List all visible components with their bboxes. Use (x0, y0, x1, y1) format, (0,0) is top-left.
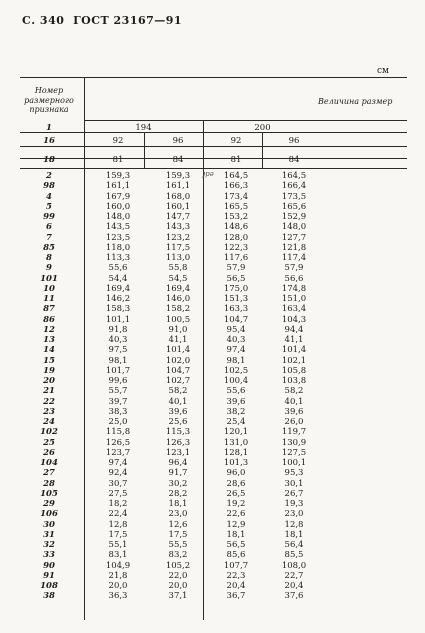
table-cell: 18,1 (226, 529, 246, 540)
table-row (0, 243, 425, 253)
table-cell: 164,5 (223, 171, 249, 181)
sub-84-b: 84 (288, 155, 300, 165)
table-cell: 165,6 (281, 201, 307, 212)
table-cell: 173,4 (223, 191, 249, 202)
table-cell: 108,0 (281, 560, 307, 571)
table-row (0, 345, 425, 355)
table-cell: 83,1 (108, 550, 128, 561)
table-cell: 100,1 (281, 458, 307, 468)
table-row (0, 386, 425, 396)
table-cell: 99,6 (108, 376, 128, 386)
row-key: 20 (43, 376, 55, 386)
table-cell: 146,2 (105, 294, 131, 304)
table-cell: 98,1 (226, 355, 246, 366)
row-key: 14 (43, 345, 55, 356)
table-cell: 41,1 (284, 335, 304, 345)
table-row (0, 192, 425, 202)
table-cell: 102,7 (165, 376, 191, 386)
table-cell: 100,5 (165, 314, 191, 325)
table-cell: 95,4 (226, 324, 246, 335)
table-row (0, 468, 425, 478)
table-row (0, 417, 425, 427)
table-cell: 91,8 (108, 324, 128, 335)
row-key: 108 (40, 581, 58, 591)
table-cell: 159,3 (165, 171, 191, 181)
table-cell: 18,1 (284, 529, 304, 540)
row-key: 90 (43, 560, 55, 571)
row-key: 24 (43, 417, 55, 427)
table-row (0, 550, 425, 560)
row-key: 28 (43, 478, 55, 489)
table-cell: 38,3 (108, 406, 128, 417)
table-cell: 22,3 (226, 570, 246, 581)
table-row (0, 376, 425, 386)
table-cell: 23,0 (168, 509, 188, 520)
group-rule (20, 146, 407, 147)
table-cell: 26,7 (284, 488, 304, 499)
table-cell: 101,1 (105, 314, 131, 325)
table-row (0, 520, 425, 530)
table-cell: 96,4 (168, 458, 188, 468)
table-row (0, 499, 425, 509)
table-cell: 38,2 (226, 406, 246, 417)
table-row (0, 263, 425, 273)
table-row (0, 530, 425, 540)
table-cell: 12,9 (226, 519, 246, 530)
table-cell: 21,8 (108, 570, 128, 581)
table-cell: 167,9 (105, 191, 131, 202)
handwritten-mark: ɟpǝ (203, 170, 214, 178)
row-key: 8 (46, 253, 52, 263)
table-row (0, 407, 425, 417)
table-cell: 18,1 (168, 499, 188, 509)
table-cell: 123,7 (105, 447, 131, 458)
row-key: 19 (43, 365, 55, 376)
sub-81-a: 81 (112, 155, 124, 165)
table-cell: 40,3 (226, 335, 246, 345)
table-cell: 26,0 (284, 417, 304, 427)
row-key: 38 (43, 591, 55, 602)
table-cell: 128,0 (223, 232, 249, 243)
table-cell: 19,3 (284, 499, 304, 509)
table-cell: 128,1 (223, 447, 249, 458)
row-key: 12 (43, 324, 55, 335)
table-cell: 97,4 (108, 458, 128, 468)
row-key: 6 (46, 222, 52, 233)
row-key: 101 (40, 273, 58, 284)
table-cell: 39,6 (226, 396, 246, 407)
table-cell: 97,5 (108, 345, 128, 356)
row-key: 91 (43, 570, 55, 581)
table-row (0, 397, 425, 407)
table-cell: 98,1 (108, 355, 128, 366)
group-200: 200 (254, 123, 271, 133)
table-cell: 123,2 (165, 232, 191, 243)
row-key: 99 (43, 212, 55, 222)
table-cell: 55,7 (108, 386, 128, 397)
table-cell: 39,6 (284, 406, 304, 417)
table-cell: 161,1 (165, 181, 191, 192)
table-cell: 118,0 (105, 242, 131, 253)
table-row (0, 325, 425, 335)
table-cell: 20,4 (284, 581, 304, 591)
table-cell: 58,2 (284, 386, 304, 397)
table-cell: 20,4 (226, 581, 246, 591)
table-cell: 97,4 (226, 345, 246, 356)
table-cell: 17,5 (108, 529, 128, 540)
table-cell: 92,4 (108, 468, 128, 479)
table-cell: 58,2 (168, 386, 188, 397)
table-row (0, 448, 425, 458)
row-key: 104 (40, 458, 58, 468)
table-cell: 54,5 (168, 273, 188, 284)
table-cell: 104,7 (165, 365, 191, 376)
table-cell: 113,0 (165, 253, 191, 263)
key-18: 18 (43, 155, 55, 165)
table-cell: 166,3 (223, 181, 249, 192)
sub-96-a: 96 (172, 136, 184, 146)
table-cell: 122,3 (223, 242, 249, 253)
table-cell: 101,3 (223, 458, 249, 468)
unit-label: см (377, 66, 390, 76)
column-header: Величина размер (318, 97, 393, 106)
table-row (0, 458, 425, 468)
table-cell: 25,6 (168, 417, 188, 427)
table-cell: 148,0 (281, 222, 307, 233)
table-cell: 20,0 (168, 581, 188, 591)
table-row (0, 171, 425, 181)
table-cell: 104,7 (223, 314, 249, 325)
table-cell: 158,3 (105, 304, 131, 315)
table-cell: 126,3 (165, 437, 191, 448)
table-row (0, 479, 425, 489)
table-body-rule (20, 168, 407, 169)
table-cell: 100,4 (223, 376, 249, 386)
row-key: 30 (43, 519, 55, 530)
table-cell: 37,6 (284, 591, 304, 602)
table-cell: 96,0 (226, 468, 246, 479)
row-key: 32 (43, 540, 55, 550)
table-row (0, 304, 425, 314)
table-cell: 25,4 (226, 417, 246, 427)
table-cell: 22,0 (168, 570, 188, 581)
table-cell: 148,6 (223, 222, 249, 233)
table-cell: 102,1 (281, 355, 307, 366)
table-cell: 55,1 (108, 540, 128, 550)
table-cell: 166,4 (281, 181, 307, 192)
table-cell: 85,6 (226, 550, 246, 561)
row-key: 27 (43, 468, 55, 479)
table-cell: 102,0 (165, 355, 191, 366)
page-number: С. 340 (22, 14, 65, 27)
table-row (0, 427, 425, 437)
row-key: 106 (40, 509, 58, 520)
table-cell: 40,3 (108, 335, 128, 345)
table-cell: 115,3 (165, 427, 191, 438)
table-cell: 164,5 (281, 171, 307, 181)
table-cell: 56,5 (226, 540, 246, 550)
table-cell: 56,4 (284, 540, 304, 550)
row-key: 9 (46, 263, 52, 274)
table-cell: 104,9 (105, 560, 131, 571)
table-cell: 151,3 (223, 294, 249, 304)
row-key: 13 (43, 335, 55, 345)
value-group-rule (84, 120, 407, 121)
table-row (0, 222, 425, 232)
row-key: 86 (43, 314, 55, 325)
table-cell: 27,5 (108, 488, 128, 499)
row-key: 7 (46, 232, 52, 243)
row-key: 29 (43, 499, 55, 509)
table-cell: 168,0 (165, 191, 191, 202)
table-cell: 148,0 (105, 212, 131, 222)
table-cell: 39,7 (108, 396, 128, 407)
table-cell: 174,8 (281, 283, 307, 294)
table-cell: 143,5 (105, 222, 131, 233)
table-cell: 103,8 (281, 376, 307, 386)
table-cell: 55,6 (226, 386, 246, 397)
table-cell: 30,2 (168, 478, 188, 489)
table-cell: 102,5 (223, 365, 249, 376)
table-cell: 20,0 (108, 581, 128, 591)
table-cell: 158,2 (165, 304, 191, 315)
table-cell: 161,1 (105, 181, 131, 192)
table-row (0, 212, 425, 222)
table-row (0, 561, 425, 571)
table-cell: 95,3 (284, 468, 304, 479)
row-key: 21 (43, 386, 55, 397)
table-cell: 36,3 (108, 591, 128, 602)
table-cell: 30,7 (108, 478, 128, 489)
table-cell: 26,5 (226, 488, 246, 499)
table-cell: 19,2 (226, 499, 246, 509)
gost-number: ГОСТ 23167—91 (73, 14, 183, 27)
row-key: 98 (43, 181, 55, 192)
table-cell: 107,7 (223, 560, 249, 571)
table-row (0, 571, 425, 581)
row-key: 85 (43, 242, 55, 253)
table-cell: 37,1 (168, 591, 188, 602)
table-cell: 104,3 (281, 314, 307, 325)
table-cell: 175,0 (223, 283, 249, 294)
table-cell: 143,3 (165, 222, 191, 233)
table-cell: 30,1 (284, 478, 304, 489)
table-cell: 101,4 (165, 345, 191, 356)
table-row (0, 315, 425, 325)
table-row (0, 294, 425, 304)
table-cell: 91,0 (168, 324, 188, 335)
table-cell: 40,1 (284, 396, 304, 407)
table-row (0, 335, 425, 345)
table-cell: 169,4 (105, 283, 131, 294)
table-cell: 127,7 (281, 232, 307, 243)
table-cell: 55,5 (168, 540, 188, 550)
key-16: 16 (43, 136, 55, 146)
sub-92-a: 92 (112, 136, 124, 146)
table-cell: 22,4 (108, 509, 128, 520)
table-row (0, 181, 425, 191)
sub-84-a: 84 (172, 155, 184, 165)
table-cell: 113,3 (105, 253, 131, 263)
row-header: Номер размерного признака (24, 86, 74, 114)
table-cell: 119,7 (281, 427, 307, 438)
table-cell: 115,8 (105, 427, 131, 438)
table-cell: 56,5 (226, 273, 246, 284)
table-row (0, 253, 425, 263)
table-cell: 131,0 (223, 437, 249, 448)
group-194: 194 (135, 123, 152, 133)
table-row (0, 581, 425, 591)
table-cell: 159,3 (105, 171, 131, 181)
table-row (0, 438, 425, 448)
table-cell: 28,6 (226, 478, 246, 489)
table-cell: 169,4 (165, 283, 191, 294)
table-cell: 83,2 (168, 550, 188, 561)
table-cell: 123,1 (165, 447, 191, 458)
table-cell: 39,6 (168, 406, 188, 417)
table-cell: 12,6 (168, 519, 188, 530)
table-cell: 91,7 (168, 468, 188, 479)
table-top-rule (20, 77, 407, 78)
table-cell: 101,4 (281, 345, 307, 356)
table-cell: 55,8 (168, 263, 188, 274)
row-key: 4 (46, 191, 52, 202)
table-row (0, 591, 425, 601)
table-cell: 117,6 (223, 253, 249, 263)
table-row (0, 366, 425, 376)
table-cell: 117,5 (165, 242, 191, 253)
table-row (0, 489, 425, 499)
table-cell: 22,7 (284, 570, 304, 581)
row-key: 10 (43, 283, 55, 294)
table-cell: 57,9 (284, 263, 304, 274)
table-cell: 117,4 (281, 253, 307, 263)
table-cell: 121,8 (281, 242, 307, 253)
table-cell: 18,2 (108, 499, 128, 509)
table-cell: 123,5 (105, 232, 131, 243)
table-cell: 151,0 (281, 294, 307, 304)
table-cell: 23,0 (284, 509, 304, 520)
table-cell: 22,6 (226, 509, 246, 520)
sub-81-b: 81 (230, 155, 242, 165)
table-cell: 12,8 (108, 519, 128, 530)
table-cell: 17,5 (168, 529, 188, 540)
table-row (0, 509, 425, 519)
table-cell: 153,2 (223, 212, 249, 222)
table-cell: 130,9 (281, 437, 307, 448)
table-cell: 152,9 (281, 212, 307, 222)
table-cell: 56,6 (284, 273, 304, 284)
table-cell: 54,4 (108, 273, 128, 284)
key-1: 1 (46, 123, 52, 133)
table-cell: 160,0 (105, 201, 131, 212)
table-cell: 105,2 (165, 560, 191, 571)
table-cell: 127,5 (281, 447, 307, 458)
table-cell: 165,5 (223, 201, 249, 212)
row-key: 2 (46, 171, 52, 181)
row-key: 33 (43, 550, 55, 561)
row-key: 11 (43, 294, 55, 304)
table-row (0, 540, 425, 550)
table-cell: 173,5 (281, 191, 307, 202)
page-header (22, 14, 182, 27)
table-row (0, 233, 425, 243)
sub-92-b: 92 (230, 136, 242, 146)
table-cell: 163,3 (223, 304, 249, 315)
table-cell: 40,1 (168, 396, 188, 407)
table-row (0, 202, 425, 212)
table-cell: 105,8 (281, 365, 307, 376)
row-key: 26 (43, 447, 55, 458)
table-cell: 25,0 (108, 417, 128, 427)
sub-96-b: 96 (288, 136, 300, 146)
table-cell: 41,1 (168, 335, 188, 345)
row-key: 102 (40, 427, 58, 438)
row-key: 15 (43, 355, 55, 366)
table-cell: 12,8 (284, 519, 304, 530)
row-key: 31 (43, 529, 55, 540)
table-cell: 85,5 (284, 550, 304, 561)
table-cell: 55,6 (108, 263, 128, 274)
table-cell: 160,1 (165, 201, 191, 212)
table-cell: 120,1 (223, 427, 249, 438)
row-key: 5 (46, 201, 52, 212)
table-cell: 146,0 (165, 294, 191, 304)
table-cell: 36,7 (226, 591, 246, 602)
table-cell: 163,4 (281, 304, 307, 315)
table-cell: 94,4 (284, 324, 304, 335)
table-cell: 147,7 (165, 212, 191, 222)
row-key: 105 (40, 488, 58, 499)
table-row (0, 356, 425, 366)
table-cell: 57,9 (226, 263, 246, 274)
table-row (0, 284, 425, 294)
table-row (0, 274, 425, 284)
table-cell: 101,7 (105, 365, 131, 376)
table-cell: 28,2 (168, 488, 188, 499)
table-cell: 126,5 (105, 437, 131, 448)
row-key: 23 (43, 406, 55, 417)
row-key: 25 (43, 437, 55, 448)
row-key: 22 (43, 396, 55, 407)
row-key: 87 (43, 304, 55, 315)
